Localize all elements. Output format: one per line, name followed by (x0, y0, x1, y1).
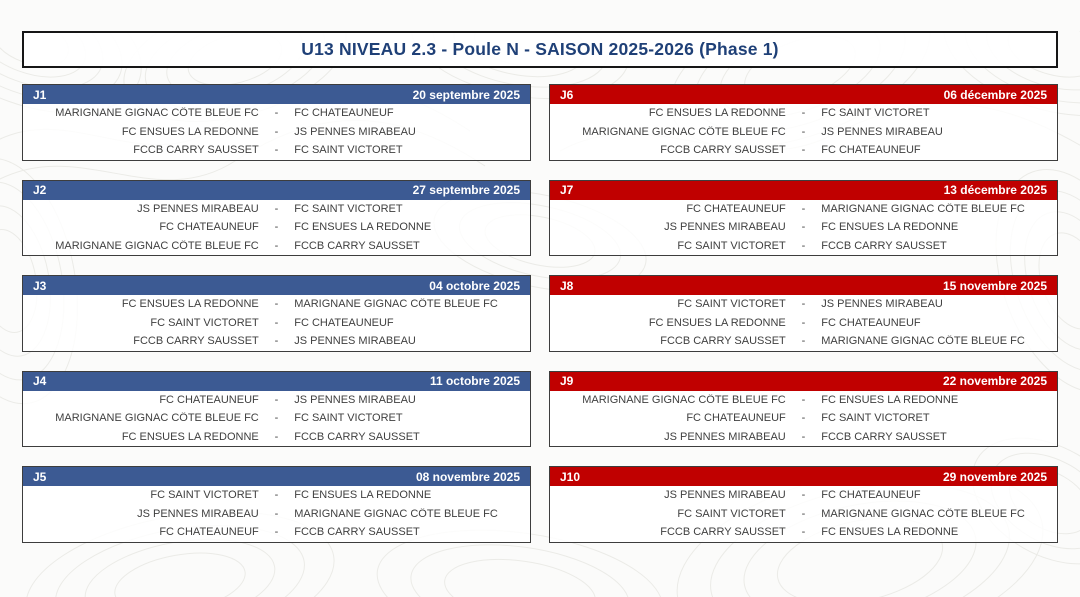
away-team: FC SAINT VICTORET (294, 412, 403, 425)
home-team: FC SAINT VICTORET (677, 298, 786, 311)
left-column (22, 84, 531, 562)
matchday-date: 15 novembre 2025 (942, 278, 1047, 293)
matchday-label: J1 (33, 87, 47, 102)
home-team: FC CHATEAUNEUF (159, 221, 259, 234)
matchday-header (550, 181, 1057, 200)
matchday-date: 06 décembre 2025 (943, 87, 1047, 102)
away-team: FCCB CARRY SAUSSET (821, 430, 947, 443)
away-team: JS PENNES MIRABEAU (294, 125, 416, 138)
home-team: MARIGNANE GIGNAC CÔTE BLEUE FC (55, 239, 259, 252)
matchday-label: J5 (33, 469, 47, 484)
matchday-date: 29 novembre 2025 (942, 469, 1047, 484)
matchday-label: J3 (33, 278, 47, 293)
home-team: FCCB CARRY SAUSSET (133, 144, 259, 157)
matchday-header (550, 276, 1057, 295)
away-team: MARIGNANE GIGNAC CÔTE BLEUE FC (821, 507, 1025, 520)
matchday-date: 04 octobre 2025 (429, 278, 520, 293)
matchday-card-j4 (22, 371, 531, 448)
matchday-label: J7 (560, 183, 574, 197)
home-team: FC CHATEAUNEUF (686, 202, 786, 215)
vs-separator: - (801, 316, 806, 329)
match-row (550, 486, 1057, 505)
vs-separator: - (801, 298, 806, 311)
away-team: FC SAINT VICTORET (821, 107, 930, 120)
vs-separator: - (274, 393, 279, 406)
vs-separator: - (801, 107, 806, 120)
vs-separator: - (274, 526, 279, 539)
match-row (550, 218, 1057, 237)
vs-separator: - (274, 202, 279, 215)
matchday-header (550, 372, 1057, 391)
page-title: U13 NIVEAU 2.3 - Poule N - SAISON 2025-2026 (Phase 1) (301, 39, 779, 59)
away-team: FC ENSUES LA REDONNE (821, 221, 959, 234)
home-team: FC ENSUES LA REDONNE (121, 298, 259, 311)
home-team: MARIGNANE GIGNAC CÔTE BLEUE FC (582, 125, 786, 138)
matchday-header (550, 85, 1057, 104)
vs-separator: - (274, 107, 279, 120)
home-team: JS PENNES MIRABEAU (137, 507, 259, 520)
away-team: MARIGNANE GIGNAC CÔTE BLEUE FC (294, 298, 498, 311)
vs-separator: - (801, 393, 806, 406)
away-team: FC ENSUES LA REDONNE (821, 393, 959, 406)
right-column (549, 84, 1058, 562)
match-row (23, 428, 530, 447)
away-team: FCCB CARRY SAUSSET (821, 239, 947, 252)
match-row (23, 523, 530, 542)
vs-separator: - (801, 412, 806, 425)
vs-separator: - (274, 489, 279, 502)
matchday-label: J2 (33, 183, 47, 197)
match-row (550, 237, 1057, 256)
matchday-card-j2 (22, 180, 531, 257)
match-row (550, 428, 1057, 447)
matchday-label: J6 (560, 87, 574, 102)
vs-separator: - (274, 298, 279, 311)
matchday-card-j8 (549, 275, 1058, 352)
match-row (23, 200, 530, 219)
home-team: MARIGNANE GIGNAC CÔTE BLEUE FC (55, 412, 259, 425)
away-team: FC ENSUES LA REDONNE (294, 221, 432, 234)
home-team: FCCB CARRY SAUSSET (660, 335, 786, 348)
home-team: JS PENNES MIRABEAU (137, 202, 259, 215)
vs-separator: - (274, 430, 279, 443)
home-team: FCCB CARRY SAUSSET (133, 335, 259, 348)
home-team: MARIGNANE GIGNAC CÔTE BLEUE FC (55, 107, 259, 120)
match-row (550, 523, 1057, 542)
match-row (23, 314, 530, 333)
matchday-date: 20 septembre 2025 (412, 87, 520, 102)
home-team: FC ENSUES LA REDONNE (648, 316, 786, 329)
home-team: FC CHATEAUNEUF (159, 526, 259, 539)
home-team: FC SAINT VICTORET (677, 239, 786, 252)
match-row (23, 409, 530, 428)
match-row (23, 104, 530, 123)
matchday-card-j1 (22, 84, 531, 161)
matchday-header (23, 181, 530, 200)
home-team: FC SAINT VICTORET (150, 489, 259, 502)
matchday-card-j6 (549, 84, 1058, 161)
vs-separator: - (274, 335, 279, 348)
home-team: MARIGNANE GIGNAC CÔTE BLEUE FC (582, 393, 786, 406)
match-row (23, 295, 530, 314)
home-team: FC ENSUES LA REDONNE (121, 430, 259, 443)
vs-separator: - (274, 144, 279, 157)
match-row (550, 295, 1057, 314)
match-row (550, 314, 1057, 333)
matchday-card-j3 (22, 275, 531, 352)
matchday-columns (0, 84, 1080, 562)
matchday-header (23, 85, 530, 104)
matchday-card-j7 (549, 180, 1058, 257)
match-row (23, 391, 530, 410)
away-team: MARIGNANE GIGNAC CÔTE BLEUE FC (821, 335, 1025, 348)
match-row (550, 332, 1057, 351)
vs-separator: - (274, 507, 279, 520)
away-team: FC CHATEAUNEUF (294, 316, 394, 329)
matchday-date: 27 septembre 2025 (412, 183, 520, 197)
matchday-header (23, 467, 530, 486)
match-row (550, 123, 1057, 142)
match-row (23, 123, 530, 142)
away-team: FC ENSUES LA REDONNE (821, 526, 959, 539)
away-team: JS PENNES MIRABEAU (821, 125, 943, 138)
home-team: FC ENSUES LA REDONNE (648, 107, 786, 120)
match-row (550, 141, 1057, 160)
vs-separator: - (801, 221, 806, 234)
vs-separator: - (801, 335, 806, 348)
vs-separator: - (801, 489, 806, 502)
away-team: FC CHATEAUNEUF (821, 144, 921, 157)
vs-separator: - (274, 316, 279, 329)
matchday-header (550, 467, 1057, 486)
document-title-box (22, 31, 1058, 68)
away-team: FC ENSUES LA REDONNE (294, 489, 432, 502)
home-team: FCCB CARRY SAUSSET (660, 526, 786, 539)
match-row (550, 104, 1057, 123)
match-row (550, 505, 1057, 524)
match-row (550, 391, 1057, 410)
matchday-date: 08 novembre 2025 (415, 469, 520, 484)
matchday-label: J8 (560, 278, 574, 293)
matchday-card-j9 (549, 371, 1058, 448)
away-team: JS PENNES MIRABEAU (821, 298, 943, 311)
match-row (550, 200, 1057, 219)
home-team: JS PENNES MIRABEAU (664, 221, 786, 234)
away-team: FC CHATEAUNEUF (821, 489, 921, 502)
home-team: FCCB CARRY SAUSSET (660, 144, 786, 157)
vs-separator: - (274, 221, 279, 234)
away-team: MARIGNANE GIGNAC CÔTE BLEUE FC (821, 202, 1025, 215)
matchday-header (23, 276, 530, 295)
schedule-document (0, 31, 1080, 562)
match-row (23, 332, 530, 351)
vs-separator: - (274, 412, 279, 425)
match-row (23, 141, 530, 160)
matchday-date: 11 octobre 2025 (429, 374, 520, 388)
away-team: FCCB CARRY SAUSSET (294, 239, 420, 252)
home-team: FC CHATEAUNEUF (159, 393, 259, 406)
home-team: JS PENNES MIRABEAU (664, 489, 786, 502)
home-team: FC CHATEAUNEUF (686, 412, 786, 425)
home-team: FC ENSUES LA REDONNE (121, 125, 259, 138)
home-team: JS PENNES MIRABEAU (664, 430, 786, 443)
match-row (23, 237, 530, 256)
away-team: FCCB CARRY SAUSSET (294, 526, 420, 539)
away-team: FCCB CARRY SAUSSET (294, 430, 420, 443)
matchday-header (23, 372, 530, 391)
vs-separator: - (274, 125, 279, 138)
away-team: FC CHATEAUNEUF (821, 316, 921, 329)
matchday-label: J4 (33, 374, 47, 388)
vs-separator: - (801, 526, 806, 539)
away-team: MARIGNANE GIGNAC CÔTE BLEUE FC (294, 507, 498, 520)
match-row (550, 409, 1057, 428)
away-team: FC CHATEAUNEUF (294, 107, 394, 120)
away-team: FC SAINT VICTORET (294, 202, 403, 215)
vs-separator: - (801, 239, 806, 252)
match-row (23, 218, 530, 237)
matchday-card-j5 (22, 466, 531, 543)
matchday-date: 13 décembre 2025 (943, 183, 1047, 197)
home-team: FC SAINT VICTORET (150, 316, 259, 329)
vs-separator: - (801, 144, 806, 157)
away-team: FC SAINT VICTORET (821, 412, 930, 425)
vs-separator: - (801, 202, 806, 215)
away-team: JS PENNES MIRABEAU (294, 393, 416, 406)
vs-separator: - (801, 430, 806, 443)
matchday-label: J10 (560, 469, 581, 484)
away-team: JS PENNES MIRABEAU (294, 335, 416, 348)
matchday-date: 22 novembre 2025 (942, 374, 1047, 388)
home-team: FC SAINT VICTORET (677, 507, 786, 520)
match-row (23, 505, 530, 524)
match-row (23, 486, 530, 505)
matchday-label: J9 (560, 374, 574, 388)
vs-separator: - (274, 239, 279, 252)
vs-separator: - (801, 125, 806, 138)
matchday-card-j10 (549, 466, 1058, 543)
vs-separator: - (801, 507, 806, 520)
away-team: FC SAINT VICTORET (294, 144, 403, 157)
